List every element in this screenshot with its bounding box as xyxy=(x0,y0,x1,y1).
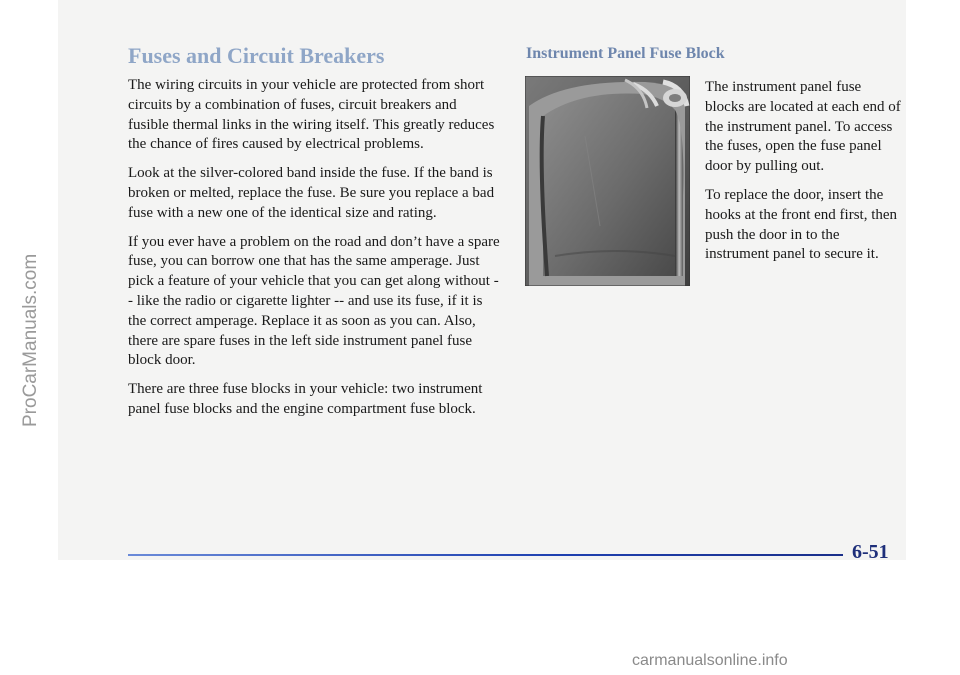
paragraph: The wiring circuits in your vehicle are protected from short circuits by a combination of fuses, circuit breakers and fusible thermal links in the wiring itself. This greatly reduces the chance of fires caused by electrical problems. xyxy=(128,77,495,153)
fuse-panel-door-photo xyxy=(525,76,690,286)
paragraph: If you ever have a problem on the road and don’t have a spare fuse, you can borrow one that has the same amperage. Just pick a feature of your vehicle that you can get along without -- like the radio or cigarette lighter -- and use its fuse, if it is the correct amperage. Replace it as soon as you can. Also, there are spare fuses in the left side instrument panel fuse block door. xyxy=(128,233,500,369)
section-title: Fuses and Circuit Breakers xyxy=(128,43,385,68)
paragraph: The instrument panel fuse blocks are located at each end of the instrument panel. To access the fuses, open the fuse panel door by pulling out. xyxy=(705,79,901,175)
footer-rule xyxy=(128,554,843,556)
bottom-watermark: carmanualsonline.info xyxy=(632,652,788,669)
page-number: 6-51 xyxy=(852,541,889,563)
subsection-body xyxy=(705,78,901,274)
section-body xyxy=(128,76,500,429)
paragraph: To replace the door, insert the hooks at the front end first, then push the door in to the instrument panel to secure it. xyxy=(705,186,898,263)
paragraph: Look at the silver-colored band inside the fuse. If the band is broken or melted, replace the fuse. Be sure you replace a bad fuse with a new one of the identical size and rating. xyxy=(128,165,495,221)
subsection-title: Instrument Panel Fuse Block xyxy=(526,45,725,62)
side-watermark: ProCarManuals.com xyxy=(20,253,41,427)
paragraph: There are three fuse blocks in your vehicle: two instrument panel fuse blocks and the engine compartment fuse block. xyxy=(128,381,483,417)
